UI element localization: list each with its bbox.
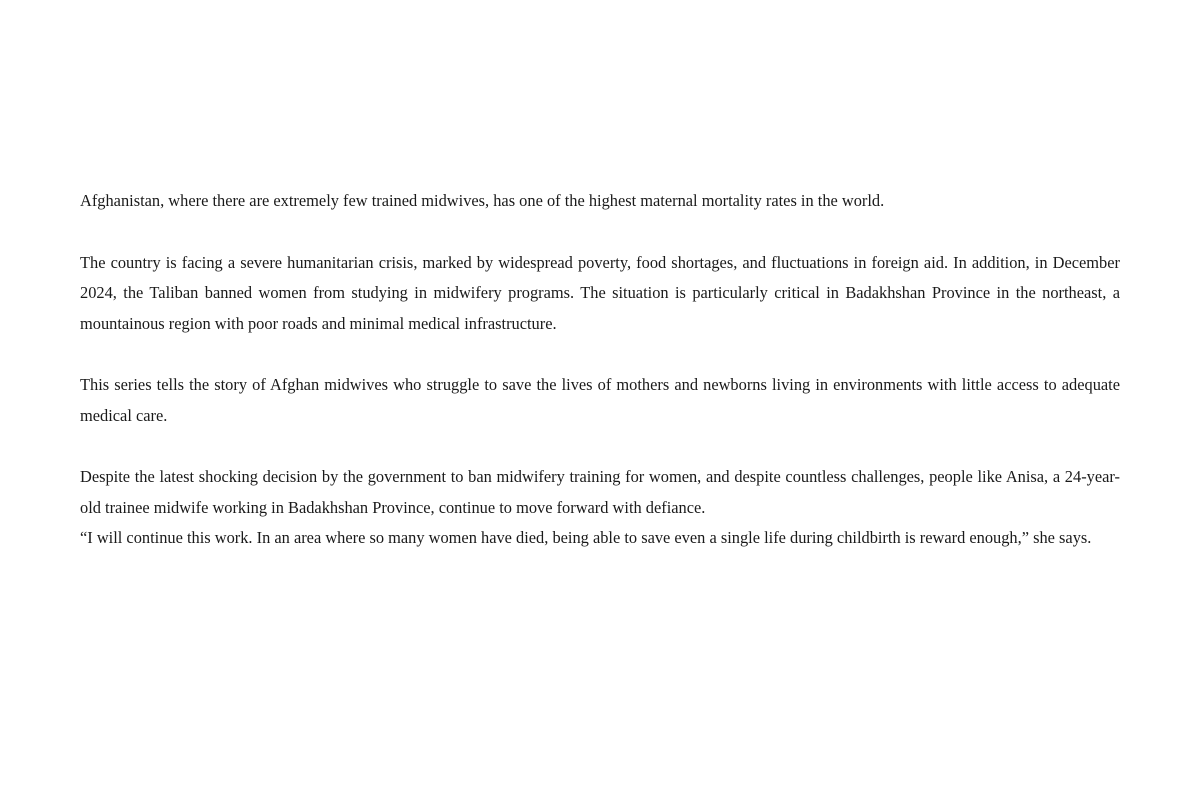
article-body <box>80 186 1120 554</box>
paragraph-3: This series tells the story of Afghan midwives who struggle to save the lives of mothers and newborns living in environments with little access to adequate medical care. <box>80 375 1120 425</box>
paragraph-group-4 <box>80 462 1120 554</box>
paragraph-1: Afghanistan, where there are extremely few trained midwives, has one of the highest maternal mortality rates in the world. <box>80 191 885 210</box>
paragraph-4: Despite the latest shocking decision by the government to ban midwifery training for women, and despite countless challenges, people like Anisa, a 24-year-old trainee midwife working in Badakhshan Province, continue to move forward with defiance. <box>80 467 1120 517</box>
paragraph-2: The country is facing a severe humanitarian crisis, marked by widespread poverty, food shortages, and fluctuations in foreign aid. In addition, in December 2024, the Taliban banned women from studying in midwifery programs. The situation is particularly critical in Badakhshan Province in the northeast, a mountainous region with poor roads and minimal medical infrastructure. <box>80 252 1120 333</box>
quote-paragraph: “I will continue this work. In an area where so many women have died, being able to save even a single life during childbirth is reward enough,” she says. <box>80 528 1092 547</box>
